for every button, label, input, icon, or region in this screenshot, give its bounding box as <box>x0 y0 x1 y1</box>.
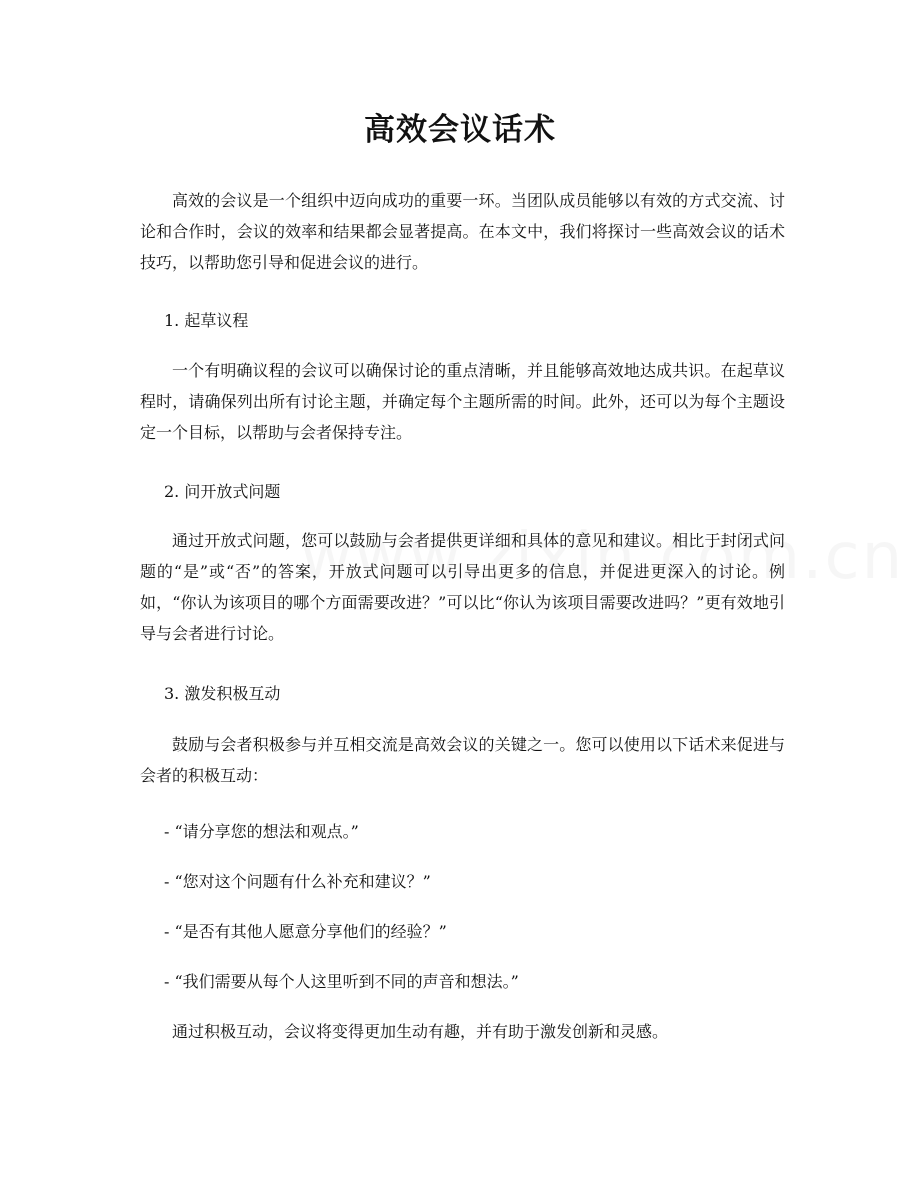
section-closing-3: 通过积极互动，会议将变得更加生动有趣，并有助于激发创新和灵感。 <box>172 1022 669 1041</box>
section-heading-2: 2. 问开放式问题 <box>164 482 281 501</box>
intro-paragraph: 高效的会议是一个组织中迈向成功的重要一环。当团队成员能够以有效的方式交流、讨论和合作时，会议的效率和结果都会显著提高。在本文中，我们将探讨一些高效会议的话术技巧，以帮助您引导和促进会议的进行。 <box>140 191 785 272</box>
section-body-3: 鼓励与会者积极参与并互相交流是高效会议的关键之一。您可以使用以下话术来促进与会者的积极互动： <box>140 735 785 785</box>
list-item: - “请分享您的想法和观点。” <box>164 822 359 841</box>
document-title: 高效会议话术 <box>364 112 556 148</box>
list-item: - “我们需要从每个人这里听到不同的声音和想法。” <box>164 972 519 991</box>
section-body-1: 一个有明确议程的会议可以确保讨论的重点清晰，并且能够高效地达成共识。在起草议程时，请确保列出所有讨论主题，并确定每个主题所需的时间。此外，还可以为每个主题设定一个目标，以帮助与会者保持专注。 <box>140 361 785 442</box>
list-item: - “您对这个问题有什么补充和建议？” <box>164 872 431 891</box>
section-heading-1: 1. 起草议程 <box>164 311 249 330</box>
list-item: - “是否有其他人愿意分享他们的经验？” <box>164 922 447 941</box>
section-body-2: 通过开放式问题，您可以鼓励与会者提供更详细和具体的意见和建议。相比于封闭式问题的“是”或“否”的答案，开放式问题可以引导出更多的信息，并促进更深入的讨论。例如，“你认为该项目的哪个方面需要改进？”可以比“你认为该项目需要改进吗？”更有效地引导与会者进行讨论。 <box>140 531 785 643</box>
section-heading-3: 3. 激发积极互动 <box>164 684 281 703</box>
